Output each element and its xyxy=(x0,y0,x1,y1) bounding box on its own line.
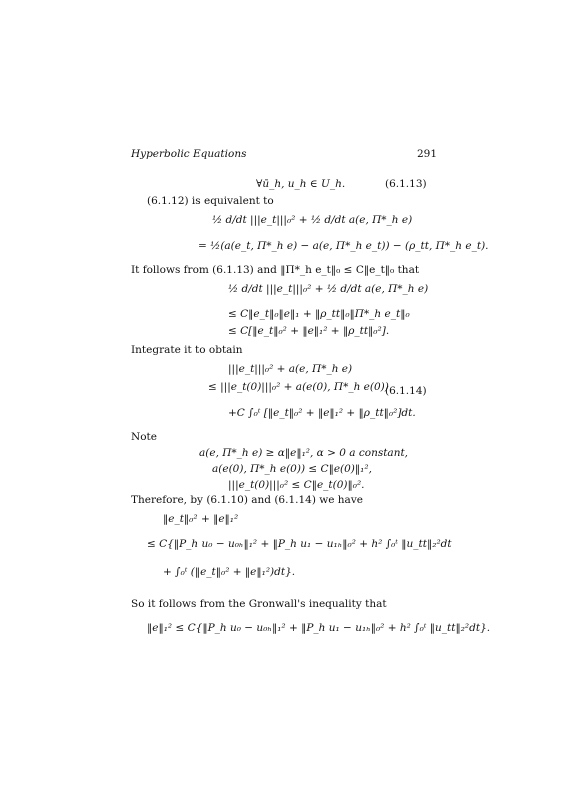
equation-block2-line1: ½ d/dt |||e_t|||₀² + ½ d/dt a(e, Π*_h e) xyxy=(228,283,429,295)
equation-6-1-13: ∀ū_h, u_h ∈ U_h. xyxy=(256,178,346,190)
equation-block5-line2: ≤ C{‖P_h u₀ − u₀ₕ‖₁² + ‖P_h u₁ − u₁ₕ‖₀² + h² ∫₀ᵗ ‖u_tt‖₂²dt xyxy=(147,538,452,550)
equation-block4-line2: a(e(0), Π*_h e(0)) ≤ C‖e(0)‖₁², xyxy=(212,463,372,475)
equation-block2-line3: ≤ C[‖e_t‖₀² + ‖e‖₁² + ‖ρ_tt‖₀²]. xyxy=(228,325,390,337)
equation-block4-line1: a(e, Π*_h e) ≥ α‖e‖₁², α > 0 a constant, xyxy=(199,447,409,459)
paragraph-gronwall: So it follows from the Gronwall's inequality that xyxy=(131,598,387,610)
equation-block4-line3: |||e_t(0)|||₀² ≤ C‖e_t(0)‖₀². xyxy=(228,479,365,491)
paragraph-equivalent: (6.1.12) is equivalent to xyxy=(147,195,274,207)
equation-block2-line2: ≤ C‖e_t‖₀‖e‖₁ + ‖ρ_tt‖₀‖Π*_h e_t‖₀ xyxy=(228,308,410,320)
equation-block1-line1: ½ d/dt |||e_t|||₀² + ½ d/dt a(e, Π*_h e) xyxy=(212,214,413,226)
equation-tag-6-1-13: (6.1.13) xyxy=(385,178,427,190)
equation-block6-line1: ‖e‖₁² ≤ C{‖P_h u₀ − u₀ₕ‖₁² + ‖P_h u₁ − u₁ₕ‖₀² + h² ∫₀ᵗ ‖u_tt‖₂²dt}. xyxy=(147,622,491,634)
paragraph-note: Note xyxy=(131,431,157,443)
equation-block3-line1: |||e_t|||₀² + a(e, Π*_h e) xyxy=(228,363,353,375)
running-title: Hyperbolic Equations xyxy=(131,148,247,160)
equation-tag-6-1-14: (6.1.14) xyxy=(385,385,427,397)
equation-block1-line2: = ½(a(e_t, Π*_h e) − a(e, Π*_h e_t)) − (ρ_tt, Π*_h e_t). xyxy=(198,240,489,252)
paragraph-therefore: Therefore, by (6.1.10) and (6.1.14) we have xyxy=(131,494,363,506)
paragraph-follows: It follows from (6.1.13) and ‖Π*_h e_t‖₀ ≤ C‖e_t‖₀ that xyxy=(131,264,420,276)
equation-block3-line3: +C ∫₀ᵗ [‖e_t‖₀² + ‖e‖₁² + ‖ρ_tt‖₀²]dt. xyxy=(228,407,416,419)
paragraph-integrate: Integrate it to obtain xyxy=(131,344,243,356)
equation-block3-line2: ≤ |||e_t(0)|||₀² + a(e(0), Π*_h e(0)) xyxy=(208,381,389,393)
equation-block5-line1: ‖e_t‖₀² + ‖e‖₁² xyxy=(163,513,239,525)
page-number: 291 xyxy=(417,148,438,160)
equation-block5-line3: + ∫₀ᵗ (‖e_t‖₀² + ‖e‖₁²)dt}. xyxy=(163,566,296,578)
